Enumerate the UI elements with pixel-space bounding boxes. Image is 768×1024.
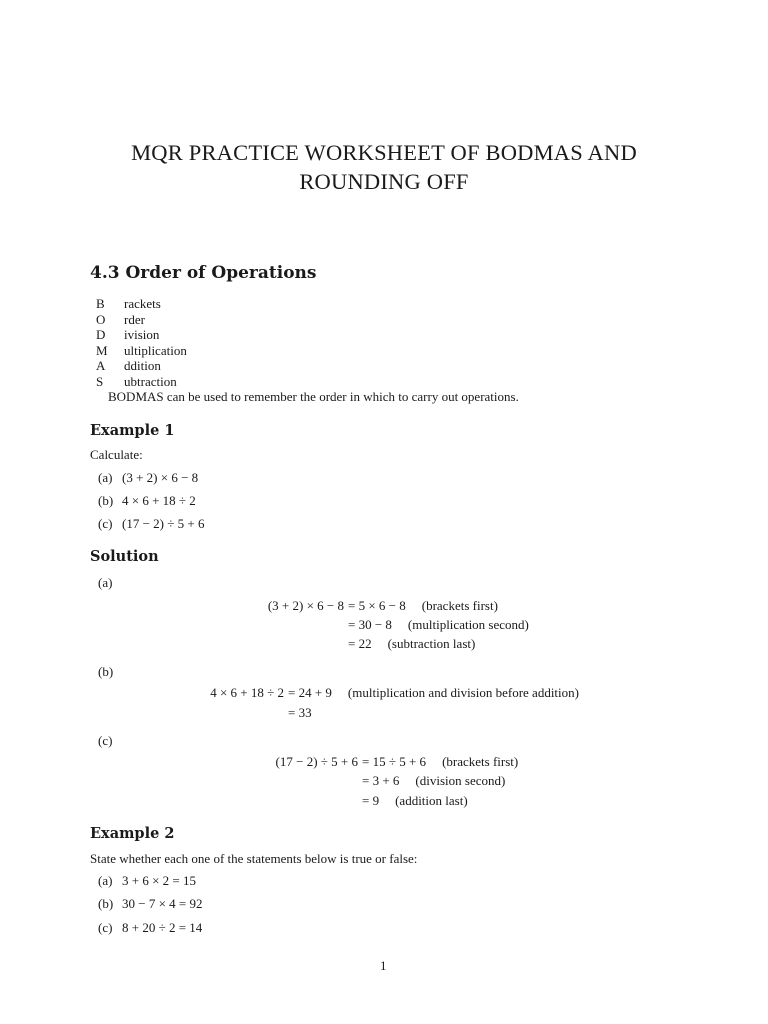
document-title-line-1: MQR PRACTICE WORKSHEET OF BODMAS AND xyxy=(131,140,637,165)
acronym-word: ddition xyxy=(124,358,161,373)
equation-step xyxy=(362,773,505,789)
acronym-letter: S xyxy=(96,374,104,389)
equation-step xyxy=(348,636,475,652)
acronym-word: ubtraction xyxy=(124,374,177,389)
equation-note: (brackets first) xyxy=(442,754,519,769)
acronym-word: rder xyxy=(124,312,145,327)
solution-part-label: (c) xyxy=(98,733,113,748)
equation-step xyxy=(200,598,498,614)
example-2-prompt: State whether each one of the statements below is true or false: xyxy=(90,851,418,866)
acronym-letter: B xyxy=(96,296,105,311)
item-expression: 30 − 7 × 4 = 92 xyxy=(122,896,203,911)
item-expression: 3 + 6 × 2 = 15 xyxy=(122,873,196,888)
equation-rhs: = 3 + 6 xyxy=(362,773,400,788)
item-label: (c) xyxy=(98,516,113,531)
equation-step xyxy=(150,685,579,701)
acronym-word: rackets xyxy=(124,296,161,311)
item-label: (b) xyxy=(98,493,114,508)
equation-step xyxy=(210,754,518,770)
equation-step xyxy=(362,793,468,809)
item-label: (c) xyxy=(98,920,113,935)
equation-note: (division second) xyxy=(415,773,506,788)
equation-rhs: = 5 × 6 − 8 xyxy=(348,598,406,613)
acronym-letter: M xyxy=(96,343,108,358)
item-label: (b) xyxy=(98,896,114,911)
solution-part-label: (a) xyxy=(98,575,113,590)
equation-rhs: = 30 − 8 xyxy=(348,617,392,632)
equation-lhs: 4 × 6 + 18 ÷ 2 xyxy=(210,685,284,700)
acronym-letter: D xyxy=(96,327,106,342)
item-expression: 4 × 6 + 18 ÷ 2 xyxy=(122,493,196,508)
equation-note: (multiplication second) xyxy=(407,617,529,632)
equation-note: (addition last) xyxy=(395,793,468,808)
equation-rhs: = 15 ÷ 5 + 6 xyxy=(362,754,427,769)
equation-rhs: = 22 xyxy=(348,636,372,651)
acronym-word: ultiplication xyxy=(124,343,187,358)
item-expression: (17 − 2) ÷ 5 + 6 xyxy=(122,516,205,531)
example-1-heading: Example 1 xyxy=(90,422,175,439)
item-label: (a) xyxy=(98,470,113,485)
equation-rhs: = 9 xyxy=(362,793,380,808)
document-title-line-2: ROUNDING OFF xyxy=(299,169,469,194)
example-1-prompt: Calculate: xyxy=(90,447,143,462)
equation-rhs: = 24 + 9 xyxy=(288,685,332,700)
acronym-letter: A xyxy=(96,358,106,373)
acronym-letter: O xyxy=(96,312,106,327)
item-label: (a) xyxy=(98,873,113,888)
equation-note: (brackets first) xyxy=(421,598,498,613)
equation-lhs: (17 − 2) ÷ 5 + 6 xyxy=(275,754,358,769)
equation-note: (multiplication and division before addition) xyxy=(347,685,579,700)
equation-step xyxy=(288,705,312,721)
page-number: 1 xyxy=(380,958,387,973)
acronym-word: ivision xyxy=(124,327,160,342)
item-expression: 8 + 20 ÷ 2 = 14 xyxy=(122,920,203,935)
example-2-heading: Example 2 xyxy=(90,825,175,842)
item-expression: (3 + 2) × 6 − 8 xyxy=(122,470,199,485)
section-heading: 4.3 Order of Operations xyxy=(90,263,317,283)
equation-lhs: (3 + 2) × 6 − 8 xyxy=(267,598,344,613)
bodmas-note: BODMAS can be used to remember the order in which to carry out operations. xyxy=(108,389,519,404)
equation-step xyxy=(348,617,529,633)
solution-heading: Solution xyxy=(90,548,159,565)
solution-part-label: (b) xyxy=(98,664,114,679)
equation-rhs: = 33 xyxy=(288,705,312,720)
equation-note: (subtraction last) xyxy=(387,636,476,651)
